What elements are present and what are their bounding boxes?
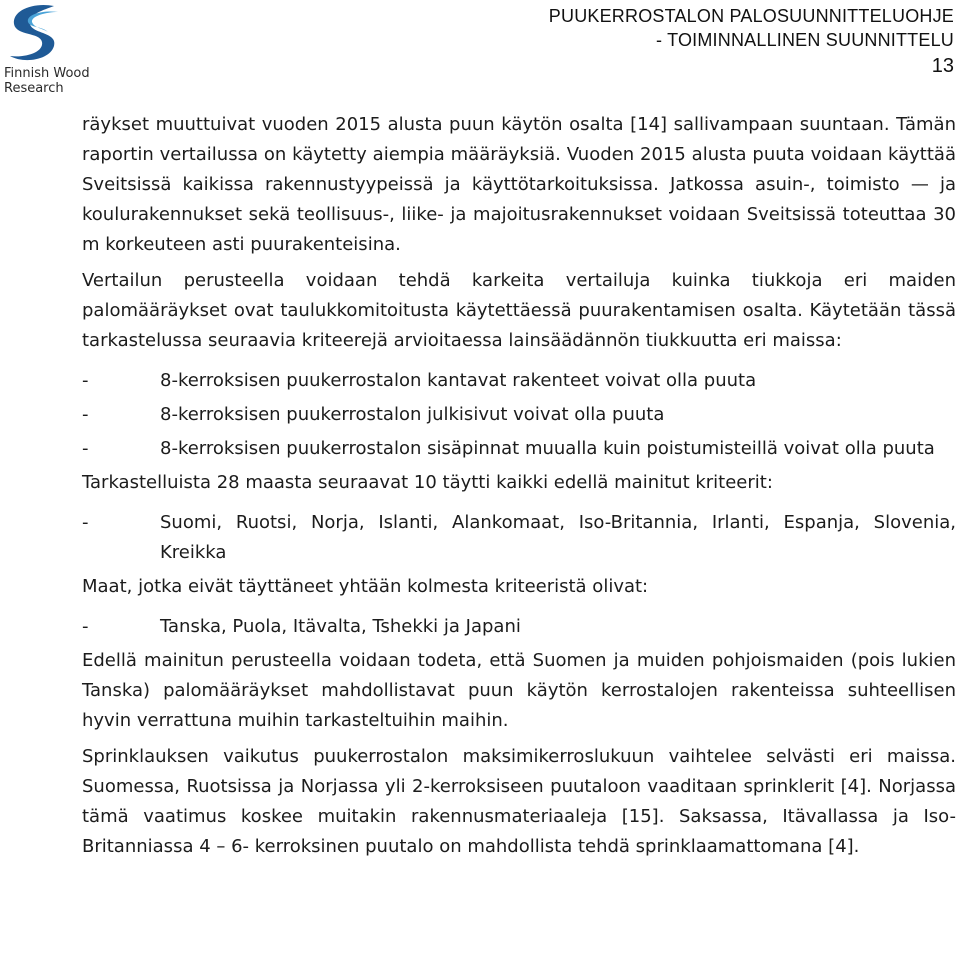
logo-text-line1: Finnish Wood <box>4 66 90 81</box>
list-item-text: 8-kerroksisen puukerrostalon kantavat rakenteet voivat olla puuta <box>160 370 757 391</box>
list-item-text: Tanska, Puola, Itävalta, Tshekki ja Japani <box>160 616 521 637</box>
paragraph-conclusion: Edellä mainitun perusteella voidaan todeta, että Suomen ja muiden pohjoismaiden (pois lukien Tanska) palomääräykset mahdollistavat puun käytön kerrostalojen rakenteissa suhteellisen hyvin verrattuna muihin tarkasteltuihin maihin. <box>82 650 956 731</box>
list-dash: - <box>82 512 89 533</box>
finnish-wood-research-logo-icon <box>4 2 66 64</box>
list-item <box>82 400 956 430</box>
list-item <box>82 508 956 568</box>
paragraph-switzerland: räykset muuttuivat vuoden 2015 alusta puun käytön osalta [14] sallivampaan suuntaan. Tämän raportin vertailussa on käytetty aiempia määräyksiä. Vuoden 2015 alusta puuta voidaan käyttää Sveitsissä kaikissa rakennustyypeissä ja käyttötarkoituksissa. Jatkossa asuin-, toimisto — ja koulurakennukset sekä teollisuus-, liike- ja majoitusrakennukset voidaan Sveitsissä toteuttaa 30 m korkeuteen asti puurakenteisina. <box>82 114 956 255</box>
list-dash: - <box>82 438 89 459</box>
countries-no-criteria-list <box>82 612 956 642</box>
document-body <box>82 110 956 862</box>
list-dash: - <box>82 616 89 637</box>
criteria-list <box>82 366 956 464</box>
list-item-text: 8-kerroksisen puukerrostalon julkisivut voivat olla puuta <box>160 404 665 425</box>
header-title-line2: - TOIMINNALLINEN SUUNNITTELU <box>656 30 954 50</box>
list-item <box>82 612 956 642</box>
list-item-text: Suomi, Ruotsi, Norja, Islanti, Alankomaat, Iso-Britannia, Irlanti, Espanja, Slovenia, Kreikka <box>160 512 956 563</box>
logo-wordmark <box>4 66 104 96</box>
paragraph-no-criteria-intro: Maat, jotka eivät täyttäneet yhtään kolmesta kriteeristä olivat: <box>82 576 649 597</box>
page-number: 13 <box>931 55 954 77</box>
list-dash: - <box>82 370 89 391</box>
list-item <box>82 434 956 464</box>
list-item-text: 8-kerroksisen puukerrostalon sisäpinnat muualla kuin poistumisteillä voivat olla puuta <box>160 438 935 459</box>
paragraph-comparison-criteria: Vertailun perusteella voidaan tehdä karkeita vertailuja kuinka tiukkoja eri maiden palomääräykset ovat taulukkomitoitusta käytettäessä puurakentamisen osalta. Käytetään tässä tarkastelussa seuraavia kriteerejä arvioitaessa lainsäädännön tiukkuutta eri maissa: <box>82 270 956 351</box>
publisher-logo <box>4 2 104 96</box>
paragraph-sprinklers: Sprinklauksen vaikutus puukerrostalon maksimikerroslukuun vaihtelee selvästi eri maissa. Suomessa, Ruotsissa ja Norjassa yli 2-kerroksiseen puutaloon vaaditaan sprinklerit [4]. Norjassa tämä vaatimus koskee muitakin rakennusmateriaaleja [15]. Saksassa, Itävallassa ja Iso-Britanniassa 4 – 6- kerroksinen puutalo on mahdollista tehdä sprinklaamattomana [4]. <box>82 746 956 857</box>
logo-text-line2: Research <box>4 81 64 96</box>
list-dash: - <box>82 404 89 425</box>
list-item <box>82 366 956 396</box>
running-header <box>549 4 954 80</box>
header-title-line1: PUUKERROSTALON PALOSUUNNITTELUOHJE <box>548 6 954 26</box>
paragraph-all-criteria-intro: Tarkastelluista 28 maasta seuraavat 10 täytti kaikki edellä mainitut kriteerit: <box>82 472 773 493</box>
countries-all-criteria-list <box>82 508 956 568</box>
